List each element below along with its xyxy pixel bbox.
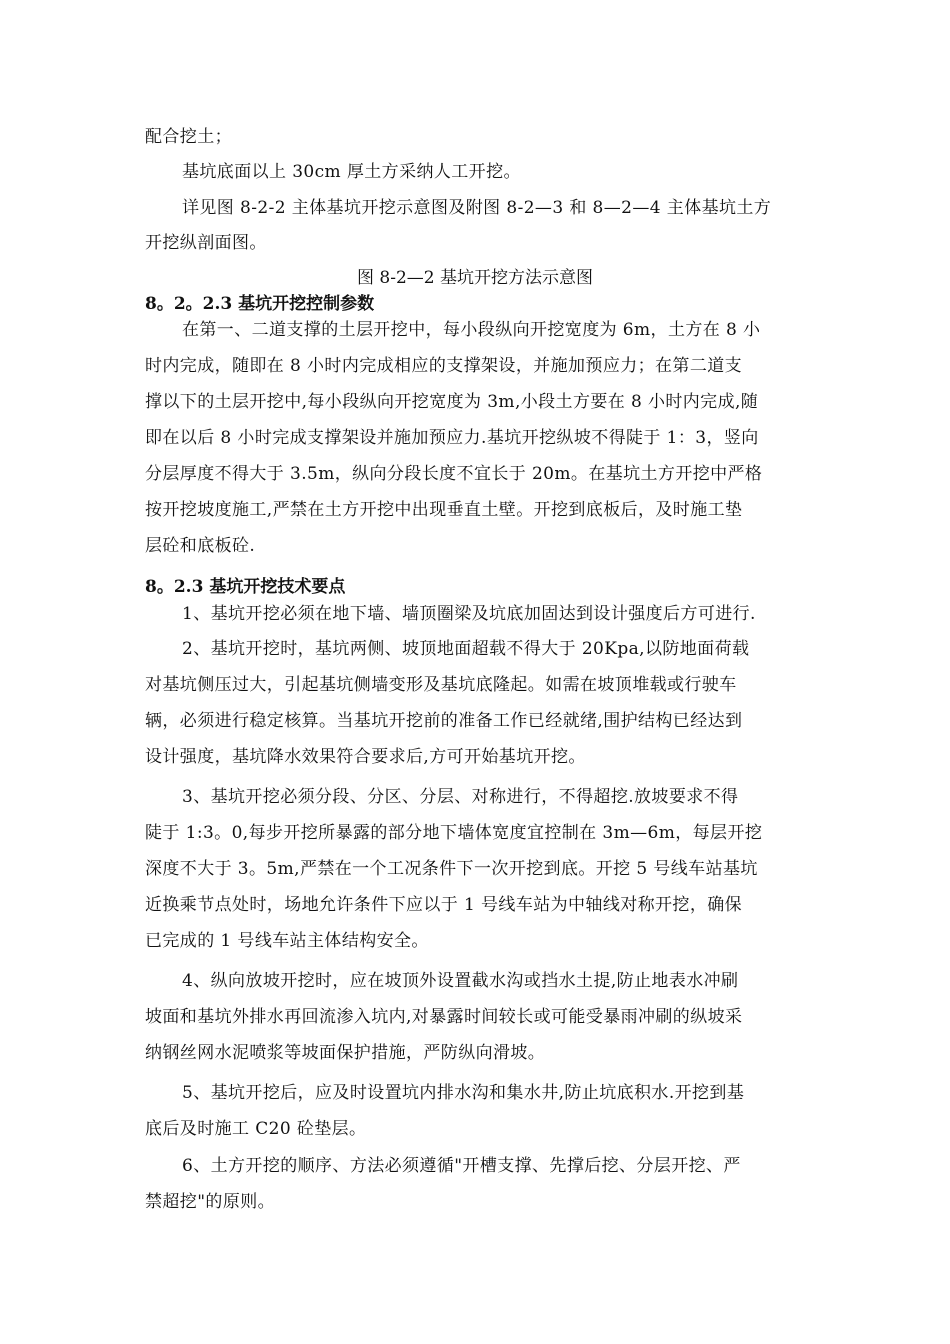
list-item-line: 陡于 1:3。0,每步开挖所暴露的部分地下墙体宽度宜控制在 3m—6m，每层开挖 xyxy=(145,823,763,843)
paragraph-line: 在第一、二道支撑的土层开挖中，每小段纵向开挖宽度为 6m，土方在 8 小 xyxy=(182,320,761,340)
list-item-line: 深度不大于 3。5m,严禁在一个工况条件下一次开挖到底。开挖 5 号线车站基坑 xyxy=(145,859,758,879)
list-item-line: 6、土方开挖的顺序、方法必须遵循"开槽支撑、先撑后挖、分层开挖、严 xyxy=(182,1156,741,1176)
paragraph-line: 详见图 8-2-2 主体基坑开挖示意图及附图 8-2—3 和 8—2—4 主体基坑土方 xyxy=(182,198,772,218)
paragraph-line: 即在以后 8 小时完成支撑架设并施加预应力.基坑开挖纵坡不得陡于 1：3，竖向 xyxy=(145,428,759,448)
list-item-line: 5、基坑开挖后，应及时设置坑内排水沟和集水井,防止坑底积水.开挖到基 xyxy=(182,1083,745,1103)
paragraph-line: 开挖纵剖面图。 xyxy=(145,233,267,253)
list-item-line: 坡面和基坑外排水再回流渗入坑内,对暴露时间较长或可能受暴雨冲刷的纵坡采 xyxy=(145,1007,743,1027)
list-item-line: 2、基坑开挖时，基坑两侧、坡顶地面超载不得大于 20Kpa,以防地面荷载 xyxy=(182,639,750,659)
list-item-line: 设计强度，基坑降水效果符合要求后,方可开始基坑开挖。 xyxy=(145,747,586,767)
paragraph-line: 时内完成，随即在 8 小时内完成相应的支撑架设，并施加预应力；在第二道支 xyxy=(145,356,743,376)
list-item-line: 禁超挖"的原则。 xyxy=(145,1192,276,1212)
section-heading: 8。2.3 基坑开挖技术要点 xyxy=(145,577,346,597)
section-heading: 8。2。2.3 基坑开挖控制参数 xyxy=(145,294,375,314)
list-item-line: 已完成的 1 号线车站主体结构安全。 xyxy=(145,931,429,951)
paragraph-line: 基坑底面以上 30cm 厚土方采纳人工开挖。 xyxy=(182,162,521,182)
paragraph-line: 层砼和底板砼. xyxy=(145,536,256,556)
paragraph-line: 配合挖土； xyxy=(145,127,232,147)
list-item-line: 4、纵向放坡开挖时，应在坡顶外设置截水沟或挡水土提,防止地表水冲刷 xyxy=(182,971,739,991)
list-item-line: 1、基坑开挖必须在地下墙、墙顶圈梁及坑底加固达到设计强度后方可进行. xyxy=(182,604,756,624)
list-item-line: 纳钢丝网水泥喷浆等坡面保护措施，严防纵向滑坡。 xyxy=(145,1043,546,1063)
list-item-line: 近换乘节点处时，场地允许条件下应以于 1 号线车站为中轴线对称开挖，确保 xyxy=(145,895,743,915)
list-item-line: 辆，必须进行稳定核算。当基坑开挖前的准备工作已经就绪,围护结构已经达到 xyxy=(145,711,743,731)
paragraph-line: 分层厚度不得大于 3.5m，纵向分段长度不宜长于 20m。在基坑土方开挖中严格 xyxy=(145,464,763,484)
list-item-line: 对基坑侧压过大，引起基坑侧墙变形及基坑底隆起。如需在坡顶堆载或行驶车 xyxy=(145,675,737,695)
list-item-line: 底后及时施工 C20 砼垫层。 xyxy=(145,1119,367,1139)
paragraph-line: 按开挖坡度施工,严禁在土方开挖中出现垂直土壁。开挖到底板后，及时施工垫 xyxy=(145,500,743,520)
paragraph-line: 撑以下的土层开挖中,每小段纵向开挖宽度为 3m,小段土方要在 8 小时内完成,随 xyxy=(145,392,759,412)
figure-caption: 图 8-2—2 基坑开挖方法示意图 xyxy=(357,268,593,288)
list-item-line: 3、基坑开挖必须分段、分区、分层、对称进行，不得超挖.放坡要求不得 xyxy=(182,787,739,807)
